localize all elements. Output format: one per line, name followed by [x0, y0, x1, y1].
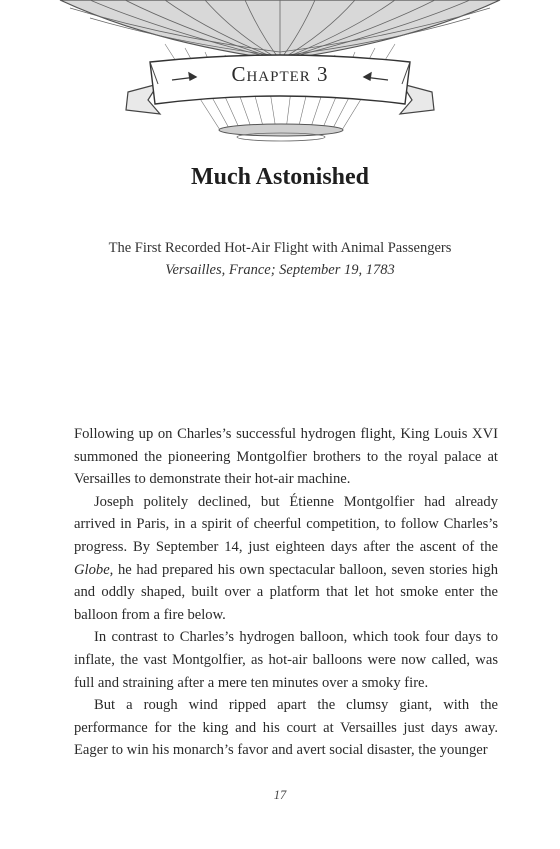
chapter-subtitle: The First Recorded Hot-Air Flight with Animal Passengers — [108, 240, 452, 256]
chapter-title: Much Astonished — [190, 164, 370, 190]
ship-name: Globe, — [74, 561, 114, 578]
body-text — [74, 423, 498, 762]
paragraph: Following up on Charles’s successful hydrogen flight, King Louis XVI summoned the pioneering Montgolfier brothers to the royal palace at Versailles to demonstrate their hot-air machine. — [74, 426, 498, 488]
paragraph: In contrast to Charles’s hydrogen balloon, which took four days to inflate, the vast Montgolfier, as hot-air balloons were now called, was full and straining after a mere ten minutes over a smoky fire. — [74, 629, 498, 691]
balloon-ring — [219, 124, 343, 136]
paragraph: But a rough wind ripped apart the clumsy giant, with the performance for the king and his court at Versailles just days away. Eager to win his monarch’s favor and avert social disaster, the younger — [74, 697, 498, 759]
paragraph-text: he had prepared his own spectacular balloon, seven stories high and oddly shaped, built over a platform that let hot smoke enter the balloon from a fire below. — [74, 561, 498, 623]
page-number: 17 — [273, 788, 287, 802]
balloon-envelope — [60, 0, 500, 60]
paragraph — [74, 491, 498, 627]
chapter-dateline: Versailles, France; September 19, 1783 — [165, 262, 395, 278]
paragraph-text: Joseph politely declined, but Étienne Montgolfier had already arrived in Paris, in a spirit of cheerful competition, to follow Charles’s progress. By September 14, just eighteen days after the ascent of the — [74, 493, 498, 555]
chapter-label: Chapter 3 — [231, 62, 329, 86]
